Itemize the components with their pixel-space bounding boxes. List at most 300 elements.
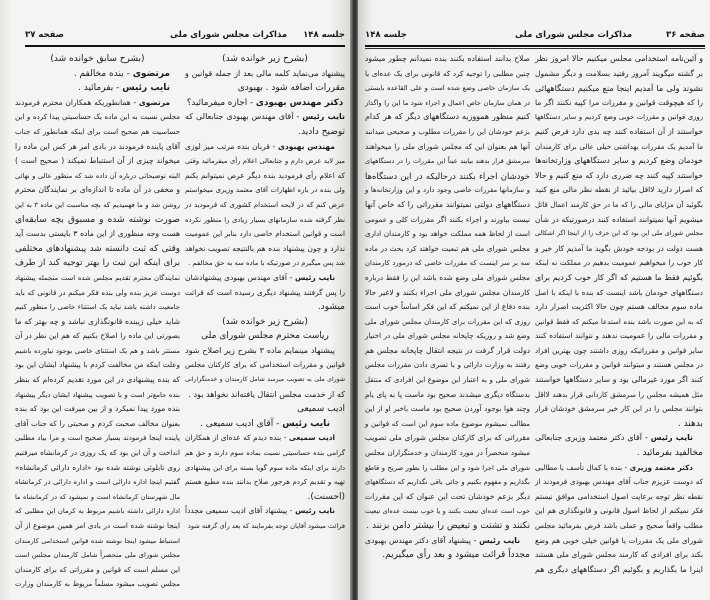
line-text: برای اینکه این ثبت را بهتر توجیه کند از طرف <box>15 258 180 269</box>
text-line <box>535 534 703 549</box>
line-text: (بشرح زیر خوانده شد) <box>222 316 308 327</box>
text-line <box>535 344 703 359</box>
line-text: را پس گرفتند پیشنهاد دیگری رسیده است که قرائت <box>185 287 345 297</box>
line-text: مقرراتی که برای کارکنان مجلس شورای ملی تصویب <box>365 433 530 443</box>
line-text: که به این صورت باشد بنده استدعا میکنم که فقط قوانین <box>535 316 703 326</box>
text-line <box>15 154 180 169</box>
line-text: بدهند . <box>677 418 703 429</box>
line-text: - آقای مهندس بهبودی پیشنهادشان <box>185 272 295 282</box>
line-text: که دوست عزیزم جناب آقای مهندس بهبودی فرمودند از <box>535 477 703 487</box>
text-column-right <box>185 52 345 534</box>
text-line <box>365 169 530 184</box>
text-line <box>365 417 530 432</box>
text-line <box>535 169 703 184</box>
line-text: - قربان بنده مرتب میز لوزی <box>185 141 278 151</box>
line-text: آقای پاینده فرمودند در بادی امر هر کس این ماده را <box>15 141 180 151</box>
text-line <box>365 52 530 67</box>
text-line <box>535 286 703 301</box>
text-line <box>185 344 345 359</box>
line-text: بدستگاه دیگری میشدند صحیح بود ماست پا به پای یام <box>365 389 530 399</box>
line-text: پیشنهاد مینمایم ماده ۳ بشرح زیر اصلاح شود <box>185 345 335 355</box>
line-text: روشن شد و ما فهمیدیم که بچه مناسبت این ماده ۳ به این <box>15 200 180 209</box>
running-title: مذاکرات مجلس شورای ملی <box>515 30 633 40</box>
text-line <box>365 110 530 125</box>
line-text: صورت نوشته شده و مسبوق بچه سابقه‌ای <box>15 214 180 225</box>
text-line <box>185 402 345 417</box>
line-text: - آقای ادیب سمیعی . <box>200 418 283 429</box>
line-text: شورای ملی یک مقررات یا قوانین خیلی خوبی هم وضع <box>535 535 703 545</box>
line-text: را که هیچوقت قوانین و مقررات مرا کپیه نکنند اگر ما <box>535 97 703 107</box>
text-line <box>15 198 180 213</box>
speaker-name: نایب رئیس <box>650 433 694 443</box>
text-line <box>365 358 530 373</box>
line-text: صلاح بدانند استفاده بکنند بنده نمیدانم چطور میشود <box>365 54 530 63</box>
text-line <box>15 461 180 476</box>
line-text: روزی که این مقررات برای کارمندان مجلس شورای ملی <box>365 317 530 326</box>
text-line <box>15 52 180 67</box>
line-text: در مجلس هستند و میتوانند قوانین و مقررات خوبی وضع <box>535 360 703 370</box>
text-line <box>15 534 180 549</box>
line-text: شاید خیلی زیبنده قانونگذاری نباشد و چه بهتر که ما <box>15 316 180 326</box>
text-line <box>535 213 703 228</box>
line-text: خودمان وضع کردیم و سایر دستگاههای وزارتخانه‌ها <box>535 156 703 166</box>
text-line <box>185 461 345 476</box>
text-line <box>535 490 703 505</box>
running-title: مذاکرات مجلس شورای ملی <box>170 30 288 40</box>
line-text: که از خدمت مجلس انتقال یافته‌اند نخواهد بود . <box>188 389 345 399</box>
line-text: بگوئیم فقط ما هستیم که اگر کار خوب کردیم برای <box>535 272 703 282</box>
line-text: و مخفی در آن ماده تا اندازه‌ای بر نمایندگان محترم <box>15 185 180 195</box>
text-line <box>15 388 180 403</box>
text-line <box>365 300 530 315</box>
line-text: بنده دفاع از این نمیکنم که این فکر اساساً خوب است <box>365 302 530 312</box>
header-rule <box>25 45 345 47</box>
line-text: - اجازه میفرمائید؟ <box>186 97 256 108</box>
text-line <box>365 402 530 417</box>
line-text: نظر گرفته شده سازمانهای بسیار زیادی را منظور نکرده <box>185 215 345 224</box>
text-line <box>15 125 180 140</box>
text-line <box>365 96 530 111</box>
line-text: روزی قوانین و مقررات خوبی وضع کردیم و سایر دستگاهها <box>535 113 703 122</box>
line-text: که اعلام رأی فرمودید بنده دیگر عرض نمیتوانم بکنم <box>185 170 345 180</box>
line-text: مستتر باشد و هم یک استثنای خاصی بوجود نیاورده باشیم <box>15 346 180 355</box>
text-line <box>185 183 345 198</box>
line-text: بعنوان مخالف صحبت کردم و صحبتی را که جناب آقای <box>15 418 180 428</box>
text-line <box>15 110 180 125</box>
line-text: نکنند و تشتت و تبعیض را بیشتر دامن بزنند . <box>366 521 530 531</box>
line-text: خوب است عده‌ای تبعیت بکنند و یا خوب نیست عده‌ای تبعیت <box>365 507 530 516</box>
text-line <box>365 315 530 330</box>
text-line <box>185 154 345 169</box>
line-text: که اصرار دارید لااقل بیائید از نقطه نظر مالی منع کنید <box>535 185 703 195</box>
line-text: البته توضیحاتی درباره آن داده شد که منظور عالی و نهائی <box>15 171 180 180</box>
line-text: جامعیت داشته باشد نباید یک استثناء خاصی را منظور کنیم <box>15 303 180 312</box>
line-text: پیشنهاد می‌نماید کلمه مالی بعد از جمله قوانین و <box>185 68 345 78</box>
text-line <box>185 169 345 184</box>
line-text: نقطه نظر توجه برعایت اصول استخدامی موافق نیستم <box>535 491 703 501</box>
line-text: ریاست محترم مجلس شورای ملی <box>201 331 329 342</box>
text-line <box>535 358 703 373</box>
line-text: - پیشنهاد آقای دکتر مهندس بهبودی <box>365 535 480 545</box>
speaker-name: نایب رئیس <box>479 535 520 545</box>
line-text: هست دولت در بودجه خودش بگوید ما آمدیم کار خیر و <box>535 243 703 253</box>
text-line <box>365 504 530 519</box>
text-line <box>365 242 530 257</box>
line-text: مجلس تصویب میشود مسلماً مربوط به کارمندان وزارت <box>15 580 180 589</box>
line-text: ما آمدیم یک مقررات بهداشتی خیلی عالی برای کارمندان <box>535 141 703 151</box>
line-text: مجلس شورای ملی وضع شده باشد این را فقط درباره <box>365 272 530 282</box>
text-line <box>365 475 530 490</box>
text-line <box>365 125 530 140</box>
line-text: بصورتی این ماده را اصلاح بکنیم که هم این نظر در آن <box>15 331 180 341</box>
text-line <box>185 140 345 155</box>
text-line <box>535 431 703 446</box>
text-line <box>15 183 180 198</box>
text-line <box>185 125 345 140</box>
header-rule <box>365 45 705 47</box>
line-text: میشویم آنها نمیتوانند استفاده کنند درصورتیکه در شأن <box>535 214 703 224</box>
text-line <box>185 198 345 213</box>
line-text: بر گشته میگویند آمروز رفتید بسلامت و دیگر مشمول <box>535 68 703 78</box>
text-line <box>535 417 703 432</box>
text-line <box>535 373 703 388</box>
text-line <box>535 227 703 242</box>
text-line <box>185 271 345 286</box>
line-text: فکر نمیکنم از لحاظ اصول قانونی و قانونگذاری هم این <box>535 506 703 516</box>
line-text: مخالفید بفرمائید . <box>636 448 703 459</box>
left-page <box>0 0 352 600</box>
speaker-name: مرتضوی <box>132 68 170 79</box>
text-line <box>185 315 345 330</box>
text-line <box>185 504 345 519</box>
text-line <box>15 402 180 417</box>
text-line <box>185 213 345 228</box>
session-number: جلسه ۱۴۸ <box>365 30 407 40</box>
text-column-left <box>365 52 530 563</box>
text-line <box>15 490 180 505</box>
text-line <box>185 490 345 505</box>
text-line <box>15 169 180 184</box>
line-text: آنها هم بعنوان این که مجلس شورای ملی را میخواهند <box>365 141 530 151</box>
line-text: یک سازمان خاصی وضع شده است و علی القاعده بایستی <box>365 84 530 93</box>
line-text: - همانطوریکه همکاران محترم فرمودند <box>15 97 139 107</box>
text-line <box>535 504 703 519</box>
line-text: کارمندان مجلس شورای ملی اجراء بکنند و لاغیر حالا <box>365 287 530 297</box>
line-text: - بفرمائید . <box>78 83 123 94</box>
line-text: مجلس شورای ملی هم تبعیت خواهند کرد بحث در ماده <box>365 243 530 253</box>
text-line <box>185 96 345 111</box>
text-line <box>185 110 345 125</box>
text-line <box>185 475 345 490</box>
text-line <box>365 213 530 228</box>
line-text: بنده مورد پیدا نمیکرد و از بین میرفت این بود که بنده <box>15 404 180 414</box>
line-text: چنین مطلبی را توجیه کرد که قانونی برای یک عده‌ای یا <box>365 68 530 78</box>
page-number: صفحه ۳۷ <box>25 30 64 40</box>
line-text: و مقررات مالی را عمومیت ندهند و نتوانند استفاده کنند <box>535 331 703 341</box>
text-line <box>365 344 530 359</box>
text-line <box>535 52 703 67</box>
text-line <box>15 227 180 242</box>
line-text: مثل همیشه مجلس را سرمشق کاردانی قرار بدهند لااقل <box>535 389 703 399</box>
text-line <box>15 256 180 271</box>
line-text: گرامی بنده حساسیتی نسبت بماده سوم دارند و حق هم <box>185 449 345 458</box>
line-text: در همان سازمان خاص اعمال و اجراء شود ما این را واگذار <box>365 98 530 107</box>
text-line <box>185 242 345 257</box>
text-line <box>185 417 345 432</box>
text-column-left <box>15 52 180 592</box>
text-line <box>15 504 180 519</box>
text-line <box>535 548 703 563</box>
line-text: است از لحاظ همه مملکت خواهد بود و کارمندان اداری <box>365 229 530 239</box>
line-text: این مسلم است که قوانین و مقرراتی که برای کارمندان <box>15 564 180 574</box>
line-text: مجدداً قرائت میشود و بعد رأی میگیریم. <box>382 550 530 561</box>
line-text: وعلت اینکه من مخالفت کردم با پیشنهاد ایشان این بود <box>15 360 180 370</box>
text-line <box>185 373 345 388</box>
line-text: توضیح دادید. <box>298 126 345 137</box>
line-text: شورای ملی به تصویب میرسد شامل کارمندان و خدمتگزارانی <box>185 376 345 384</box>
line-text: ادیب سمیعی <box>296 404 345 415</box>
text-line <box>15 286 180 301</box>
line-text: کار خوب را میخواهیم عمومیت بدهیم در مملکت نه اینکه <box>535 258 703 268</box>
text-line <box>535 402 703 417</box>
text-line <box>535 110 703 125</box>
text-line <box>185 388 345 403</box>
text-line <box>365 388 530 403</box>
text-line <box>365 140 530 155</box>
line-text: وقتی که ثبت دانسته شد پیشنهادهای مختلفی <box>15 243 180 254</box>
line-text: و آئین‌نامه استخدامی مجلس میکنیم حالا امروز نظر <box>535 54 703 63</box>
line-text: قرائت میشود آقایان توجه بفرمایند که بعد رأی گرفته شود <box>187 522 345 530</box>
text-line <box>365 183 530 198</box>
line-text: کنند اگر مورد غیرمالی بود و سایر دستگاهها خواستند <box>535 375 703 385</box>
line-text: بگذاریم و مفهوم بکنیم و جائی باقی نگذاریم که دستگاههای <box>365 478 530 487</box>
text-line <box>535 183 703 198</box>
speaker-name: مرتضوی <box>138 97 170 107</box>
text-line <box>535 125 703 140</box>
line-text: (احسنت). <box>307 491 345 502</box>
text-line <box>185 286 345 301</box>
text-line <box>365 534 530 549</box>
text-column-right <box>535 52 703 577</box>
line-text: اینرا ما بگذاریم و بگوئیم اگر دستگاههای دیگری هم <box>535 564 703 574</box>
text-line <box>365 256 530 271</box>
session-number: جلسه ۱۴۸ <box>303 30 345 40</box>
line-text: وضع شد و روزیکه چاپخانه مجلس شورای ملی در اختیار <box>365 331 530 341</box>
line-text: بنده جامع‌تر است و با تصویب پیشنهاد ایشان دیگر پیشنهاد <box>15 390 180 399</box>
text-line <box>535 81 703 96</box>
line-text: - بنده با کمال تأسف با مطالبی <box>535 462 630 472</box>
text-line <box>535 519 703 534</box>
speaker-name: نایب رئیس <box>122 83 170 94</box>
line-text: مطالب نمیشوم موضوع ماده سوم این است که قوانین و <box>365 419 530 428</box>
line-text: تهیه و تقدیم کردم هرجور صلاح بدانند بنده مطیع هستم <box>185 478 345 487</box>
line-text: - بنده دیدم که عده‌ای از همکاران <box>185 433 289 443</box>
text-line <box>365 461 530 476</box>
line-text: است و قوانین استخدام خاصی دارد بنابر این عمومیت <box>185 229 345 239</box>
text-line <box>365 154 530 169</box>
speaker-name: ادیب سمیعی <box>288 433 335 443</box>
text-line <box>185 358 345 373</box>
header-rule-thin <box>365 48 705 49</box>
line-text: ندارد و چون پیشنهاد بنده هم بالنتیجه تصویب نخواهد <box>185 243 345 253</box>
line-text: - آقای دکتر معتمد وزیری جنابعالی <box>535 433 651 443</box>
text-line <box>535 271 703 286</box>
text-line <box>365 519 530 534</box>
line-text: اداره دارائی داشته باشیم مربوط به کرمان این مطلبی که <box>15 507 180 516</box>
line-text: نشوند ولی ما آمدیم اینجا منع میکنیم دستگاههائی <box>535 83 703 94</box>
text-line <box>535 461 703 476</box>
text-line <box>535 315 703 330</box>
line-text: - بنده مخالفم . <box>73 68 133 79</box>
speaker-name: نایب رئیس <box>295 506 335 516</box>
page-header <box>25 30 345 44</box>
line-text: مقررات اضافه شود . بهبودی <box>237 83 345 94</box>
line-text: مجلس نسبت به این ماده یک حساسیتی پیدا کرده و این <box>15 112 180 122</box>
text-line <box>185 300 345 315</box>
text-line <box>15 242 180 257</box>
line-text: دولت قرار گرفت در نتیجه انتقال چاپخانه مجلس هم <box>365 345 530 355</box>
text-line <box>535 475 703 490</box>
line-text: و سازمانها مقررات خاصی وجود دارد و این وزارتخانه‌ها و <box>365 186 530 195</box>
text-line <box>185 446 345 461</box>
line-text: - آقای مهندس بهبودی جنابعالی که <box>185 112 303 122</box>
line-text: اینجا نوشته شده است در بادی امر همین موضوع از آن <box>15 521 180 530</box>
line-text: دستگاههای دولتی نمیتوانند مقرراتی را که خاص آنها <box>365 199 530 209</box>
text-line <box>15 577 180 592</box>
line-text: رفتند به وزارت دارائی و با تسری دادن مقررات مجلس <box>365 360 530 370</box>
text-line <box>185 81 345 96</box>
line-text: میشود منحصراً در مورد کارمندان و خدمتگزاران مجلس <box>365 448 530 458</box>
line-text: گفتیم اینجا اداره دارائی است و اداره دارائی در کرمانشاه <box>15 478 180 487</box>
text-line <box>535 256 703 271</box>
line-text: عرض کنم که در لایحه استخدام کشوری که فرمودید در <box>185 200 345 209</box>
text-line <box>365 67 530 82</box>
line-text: - پیشنهاد آقای ادیب سمیعی مجدداً <box>185 506 296 516</box>
speaker-name: نایب رئیس <box>282 418 330 429</box>
line-text: نیست بیاورند و اجراء بکنند اگر مقررات کلی و عمومی <box>365 214 530 224</box>
text-line <box>365 271 530 286</box>
text-line <box>15 96 180 111</box>
line-text: مجلس شورای ملی منحصراً شامل کارمندان مجلس است <box>15 551 180 560</box>
text-line <box>535 242 703 257</box>
text-line <box>15 271 180 286</box>
speaker-name: دکتر معتمد وزیری <box>629 462 693 472</box>
line-text: حساسیت هم صحیح است برای اینکه همانطور که جناب <box>15 126 180 136</box>
text-line <box>185 256 345 271</box>
text-line <box>15 300 180 315</box>
text-line <box>365 329 530 344</box>
speaker-name: نایب رئیس <box>294 272 336 282</box>
text-line <box>535 300 703 315</box>
line-text: ماده سوم مخالف هستم چون حالا اکثریت اصرار دارد <box>535 302 703 312</box>
right-page <box>358 0 710 600</box>
line-text: هست وجه منظوری از این ماده ۳ بایستی بدست آید <box>15 229 180 239</box>
line-text: کنیم منظور همووزیه دستگاههای دیگر که هر کدام <box>365 112 530 122</box>
text-line <box>15 417 180 432</box>
text-line <box>365 286 530 301</box>
text-line <box>15 140 180 155</box>
text-line <box>15 344 180 359</box>
page-header <box>365 30 705 44</box>
text-line <box>535 140 703 155</box>
line-text: (بشرح سابق خوانده شد) <box>50 54 145 64</box>
line-text: مطلب واقعاً صحیح و عملی باشد فرض بفرمائید مجلس <box>535 521 703 530</box>
line-text: شد پس میگیرم در صورتیکه با ماده سه به حق مخالفم . <box>188 259 345 268</box>
line-text: خودشان اجراء بکنند درحالیکه در این دستگاه‌ها <box>365 170 530 181</box>
text-line <box>185 329 345 344</box>
text-line <box>535 67 703 82</box>
text-line <box>535 198 703 213</box>
line-text: بکند برای افرادی که کارمند مجلس شورای ملی هستند <box>535 550 703 560</box>
line-text: ولی بنده در باره اظهارات آقای معتمد وزیری میخواستم <box>185 186 345 195</box>
speaker-name: دکتر مهندس بهبودی <box>255 97 344 108</box>
text-line <box>185 431 345 446</box>
speaker-name: نایب رئیس <box>302 112 345 122</box>
text-line <box>15 81 180 96</box>
line-text: خواستند کپیه کنند چه ضرری دارد که منع کنیم و حالا <box>535 170 703 180</box>
line-text: خواستند از آن استفاده کنند چه بدی دارد فرض کنیم <box>535 126 703 136</box>
text-line <box>15 446 180 461</box>
line-text: سه بر سر اینست که مقررات خاصی که درمورد کارمندان <box>365 259 530 268</box>
line-text: دیگر بزعم خودشان تحت این عنوان که این مقررات <box>365 491 530 501</box>
line-text: استنباط میشود اینجا نوشته شده قوانین استخدامی کارمندان <box>15 536 180 545</box>
text-line <box>15 358 180 373</box>
line-text: دستگاههای خودمان باشد اینست که بنده با اینکه با اصل <box>535 287 703 297</box>
text-line <box>535 563 703 578</box>
text-line <box>365 373 530 388</box>
line-text: مجلس شورای ملی این بود که این حرف را از اینجا اگر اشکالی <box>535 230 703 238</box>
text-line <box>365 198 530 213</box>
text-line <box>185 52 345 67</box>
text-line <box>365 446 530 461</box>
text-line <box>15 373 180 388</box>
text-line <box>535 154 703 169</box>
line-text: قوانین و مقررات استخدامی که برای کارکنان مجلس <box>185 360 345 370</box>
text-line <box>15 329 180 344</box>
text-line <box>15 67 180 82</box>
line-text: روی تابلوئی نوشته شده بود «اداره دارائی کرمانشاه» <box>15 462 180 472</box>
text-line <box>15 431 180 446</box>
text-line <box>15 563 180 578</box>
text-line <box>365 490 530 505</box>
line-text: بتوانند مجلس را در این کار خیر سرمشق خودشان قرار <box>535 404 703 414</box>
line-text: میز لاید عرض دارم و جنابعالی اعلام رأی میفرمائید وقتی <box>185 157 345 166</box>
text-line <box>535 96 703 111</box>
text-line <box>15 315 180 330</box>
text-line <box>535 388 703 403</box>
text-line <box>185 519 345 534</box>
text-line <box>185 67 345 82</box>
text-line <box>15 519 180 534</box>
line-text: (بشرح زیر خوانده شد) <box>222 54 308 64</box>
line-text: میخواند چیزی از آن استنباط نمیکند ( صحیح است ) <box>15 156 180 166</box>
line-text: بزعم خودشان این را مقررات مطلوب و صحیحی میدانند <box>365 127 530 136</box>
text-line <box>365 431 530 446</box>
speaker-name: مهندس بهبودی <box>277 141 335 151</box>
text-line <box>535 329 703 344</box>
line-text: وچند هوا بوجود آوردن صحیح بود ماست باخبر او از این <box>365 404 530 414</box>
line-text: پاینده اینجا فرمودند بسیار صحیح است و مرا بیاد مطلبی <box>15 433 180 443</box>
line-text: که بنده پیشنهادی در این مورد تقدیم کرده‌ام که بنظر <box>15 375 180 385</box>
text-line <box>365 81 530 96</box>
text-line <box>365 227 530 242</box>
line-text: دارند برای اینکه ماده سوم گویا بسته برای این پیشنهادی <box>185 463 345 472</box>
text-line <box>15 213 180 228</box>
line-text: دوست عزیز بنده ولی بنده فکر میکنم در قانونی که باید <box>15 287 180 297</box>
text-line <box>365 548 530 563</box>
line-text: سایر قوانین و مقرراتیکه روزی داشتند چون بهترین افراد <box>535 345 703 355</box>
line-text: نمایندگان محترم تقدیم مجلس شده است منجمله پیشنهاد <box>15 273 180 282</box>
